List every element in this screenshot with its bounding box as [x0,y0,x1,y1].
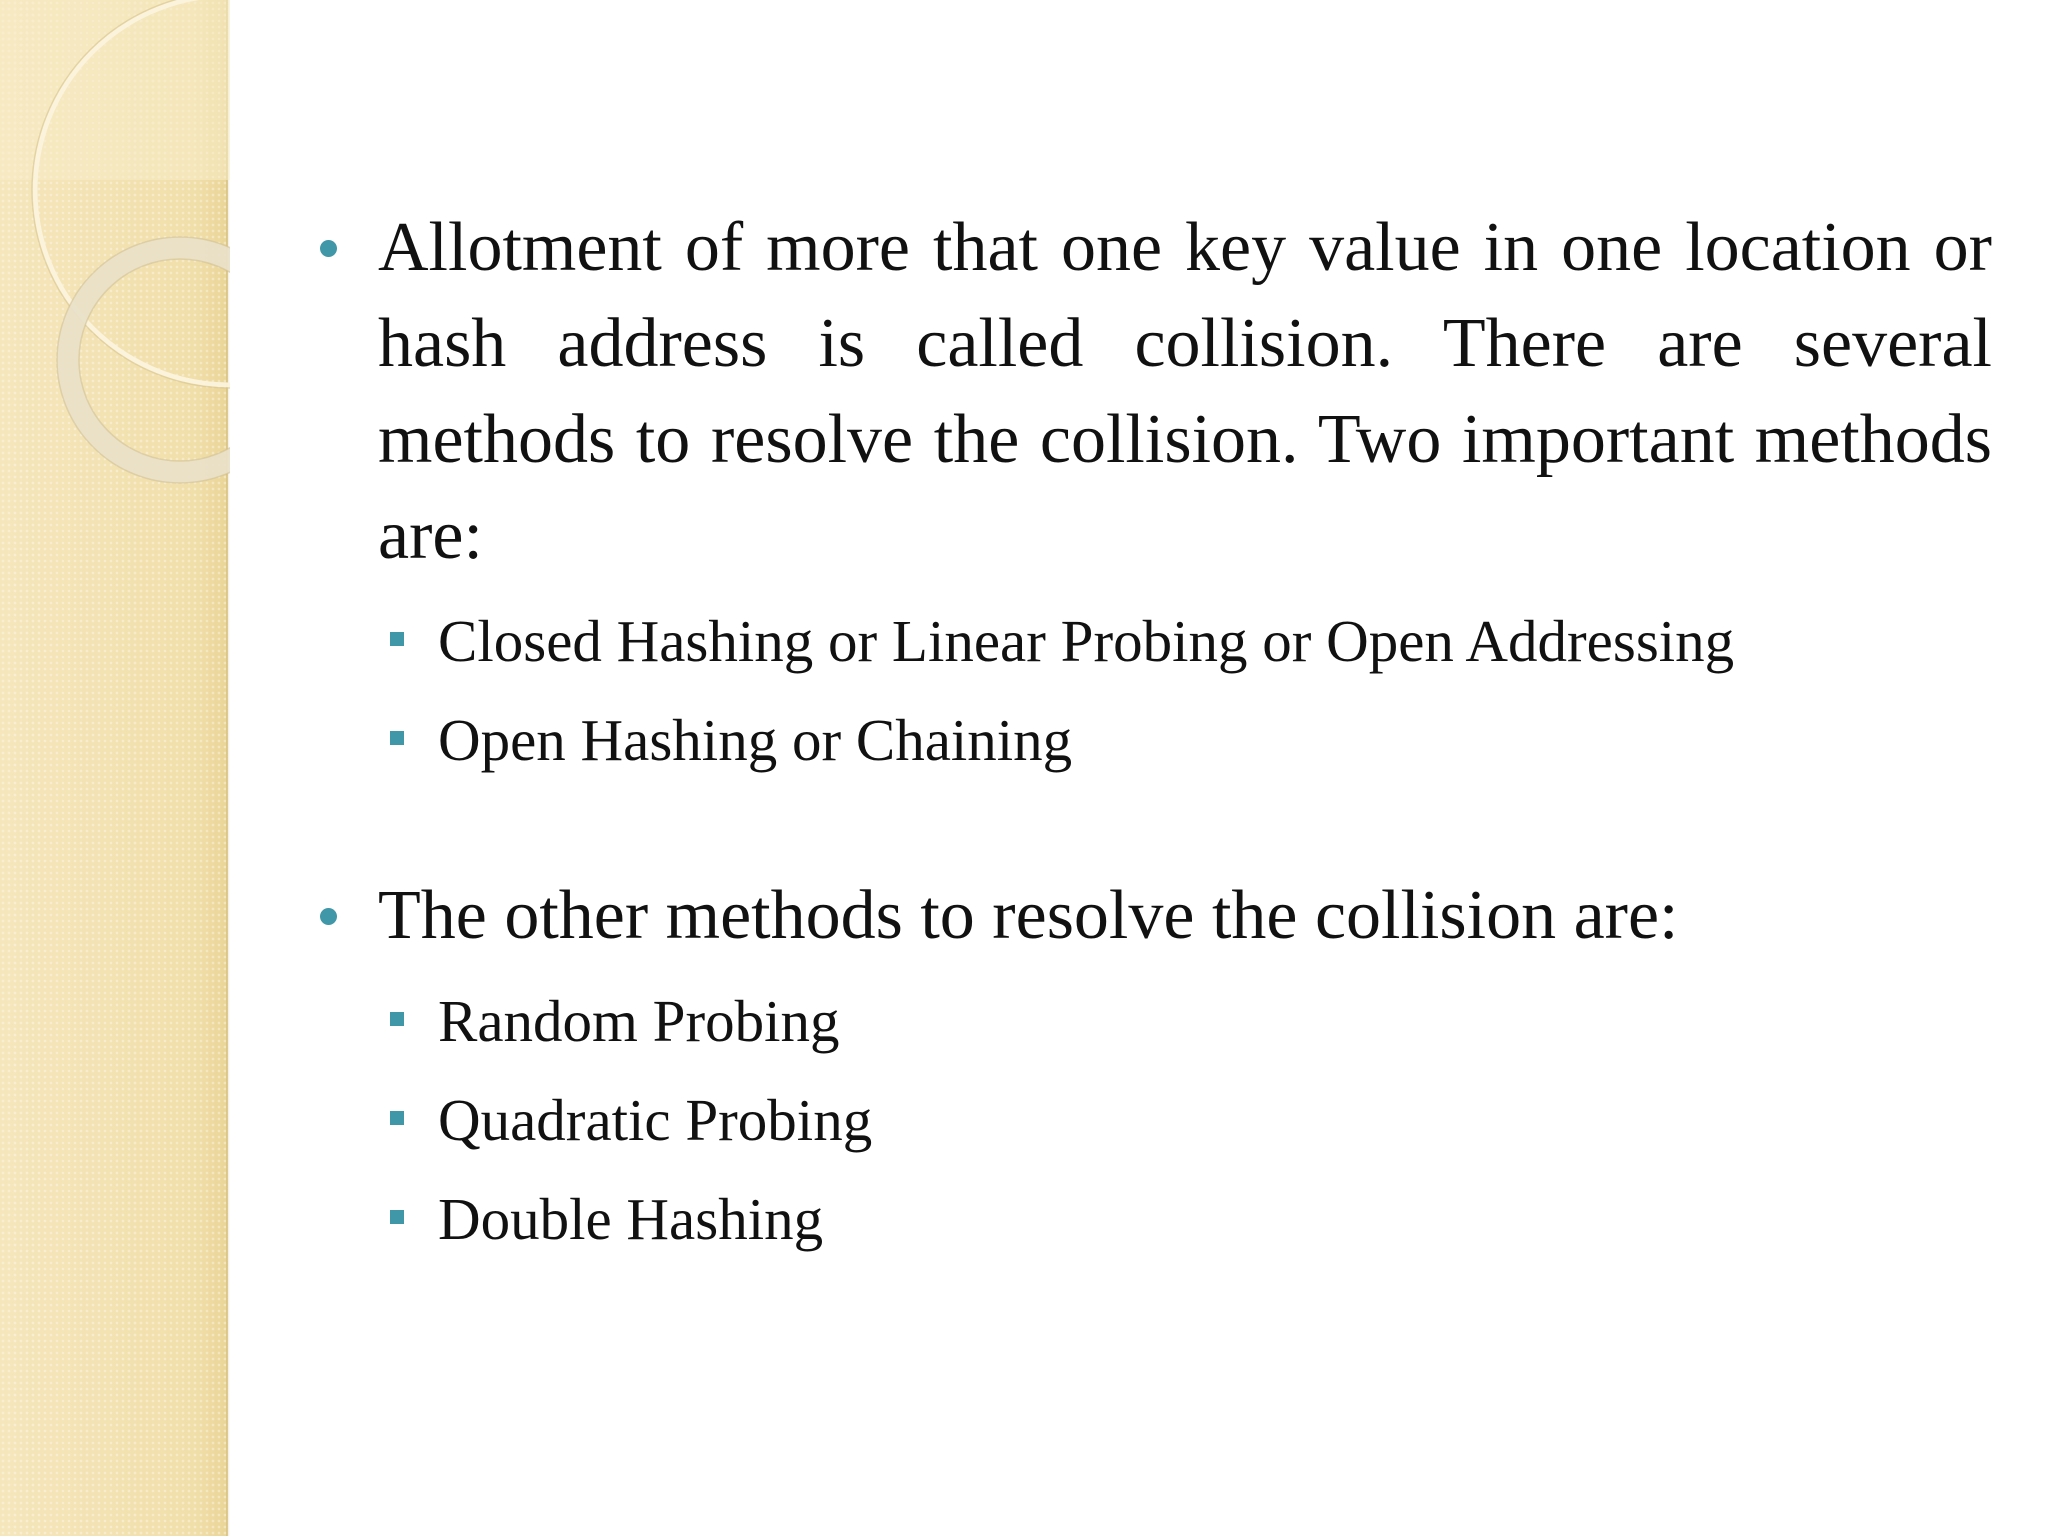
bullet-text: Allotment of more that one key value in one location or hash address is called collision. There are several methods to resolve the collision. Two important methods are: [378,209,1992,574]
decorative-rings-graphic [0,0,230,520]
square-bullet-icon [390,632,404,646]
list-item-text: Random Probing [438,988,840,1054]
round-bullet-icon [320,908,337,925]
square-bullet-icon [390,731,404,745]
round-bullet-icon [320,240,337,257]
list-item-text: Open Hashing or Chaining [438,707,1073,773]
list-item [310,1170,1992,1269]
list-item [310,691,1992,790]
list-item-text: Quadratic Probing [438,1087,873,1153]
list-item [310,1071,1992,1170]
collision-methods-list [310,592,1992,790]
section-spacer [310,790,1992,868]
slide-content [310,200,1992,1269]
list-item [310,972,1992,1071]
bullet-text: The other methods to resolve the collision are: [378,877,1679,954]
other-methods-list [310,972,1992,1269]
bullet-collision-definition [310,200,1992,584]
list-item-text: Closed Hashing or Linear Probing or Open Addressing [438,608,1735,674]
square-bullet-icon [390,1012,404,1026]
list-item-text: Double Hashing [438,1186,824,1252]
list-item [310,592,1992,691]
square-bullet-icon [390,1111,404,1125]
bullet-other-methods [310,868,1992,964]
square-bullet-icon [390,1210,404,1224]
